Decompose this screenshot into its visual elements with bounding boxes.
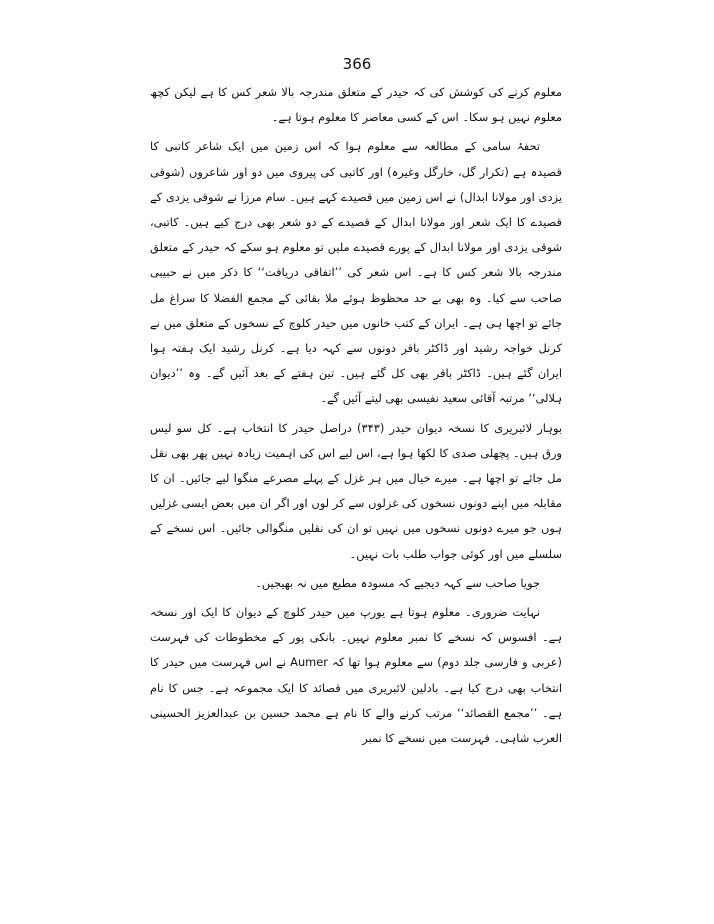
paragraph-4: جویا صاحب سے کہہ دیجیے کہ مسودہ مطبع میں نہ بھیجیں۔ — [255, 575, 540, 590]
paragraph-3: بوہار لائبریری کا نسخہ دیوان حیدر (۳۴۳) دراصل حیدر کا انتخاب ہے۔ کل سو لیس ورق ہیں۔ پچھلی صدی کا لکھا ہوا ہے، اس لیے اس کی اہمیت زیادہ نہیں پھر بھی نقل مل جائے تو اچھا ہے۔ میرے خیال میں ہر غزل کے پہلے مصرعے منگوا لیے جائیں۔ ان کا مقابلہ میں اپنے دونوں نسخوں کی غزلوں سے کر لوں اور اگر ان میں بعض ایسی غزلیں ہوں جو میرے دونوں نسخوں میں نہیں تو ان کی نقلیں منگوالی جائیں۔ اس نسخے کے سلسلے میں اور کوئی جواب طلب بات نہیں۔ — [150, 420, 563, 561]
paragraph-5: نہایت ضروری۔ معلوم ہوتا ہے یورپ میں حیدر کلوچ کے دیوان کا ایک اور نسخہ ہے۔ افسوس کہ نسخے کا نمبر معلوم نہیں۔ بانکی پور کے مخطوطات کی فہرست (عربی و فارسی جلد دوم) سے معلوم ہوا تھا کہ Aumer نے اس فہرست میں حیدر کا انتخاب بھی درج کیا ہے۔ بادلین لائبریری میں قصائد کا ایک مجموعہ ہے۔ جس کا نام ہے۔ ’’مجمع القصائد‘‘ مرتب کرنے والے کا نام ہے محمد حسین بن عبدالعزیز الحسینی العرب شاہی۔ فہرست میں نسخے کا نمبر — [150, 605, 562, 746]
body-text — [150, 80, 562, 755]
paragraph-2: تحفۂ سامی کے مطالعہ سے معلوم ہوا کہ اس زمین میں ایک شاعر کاتبی کا قصیدہ ہے (تکرار گل، خارگل وغیرہ) اور کاتبی کی پیروی میں دو اور شاعروں (شوقی یزدی اور مولانا ابدال) نے اس زمین میں قصیدے کہے ہیں۔ سام مرزا نے شوقی یزدی کے قصیدے کا ایک شعر اور مولانا ابدال کے قصیدے کے دو شعر بھی درج کیے ہیں۔ کاتبی، شوقی یزدی اور مولانا ابدال کے پورے قصیدے ملیں تو معلوم ہو سکے کہ حیدر کے متعلق مندرجہ بالا شعر کس کا ہے۔ اس شعر کی ’’اتفاقی دریافت‘‘ کا ذکر میں نے حبیبی صاحب سے کیا۔ وہ بھی بے حد محظوظ ہوئے ملا بقائی کے مجمع الفضلا کا سراغ مل جائے تو اچھا ہی ہے۔ ایران کے کتب خانوں میں حیدر کلوچ کے نسخوں کے متعلق میں نے کرنل خواجہ رشید اور ڈاکٹر باقر دونوں سے کہہ دیا ہے۔ کرنل رشید ایک ہفتہ ہوا ایران گئے ہیں۔ ڈاکٹر باقر بھی کل گئے ہیں۔ تین ہفتے کے بعد آئیں گے۔ وہ ’’دیوان ہلالی‘‘ مرتبہ آقائی سعید نفیسی بھی لیتے آئیں گے۔ — [150, 139, 562, 406]
page-number: 366 — [342, 55, 372, 73]
paragraph-1: معلوم کرنے کی کوشش کی کہ حیدر کے متعلق مندرجہ بالا شعر کس کا ہے لیکن کچھ معلوم نہیں ہو سکا۔ اس کے کسی معاصر کا معلوم ہوتا ہے۔ — [150, 85, 562, 125]
